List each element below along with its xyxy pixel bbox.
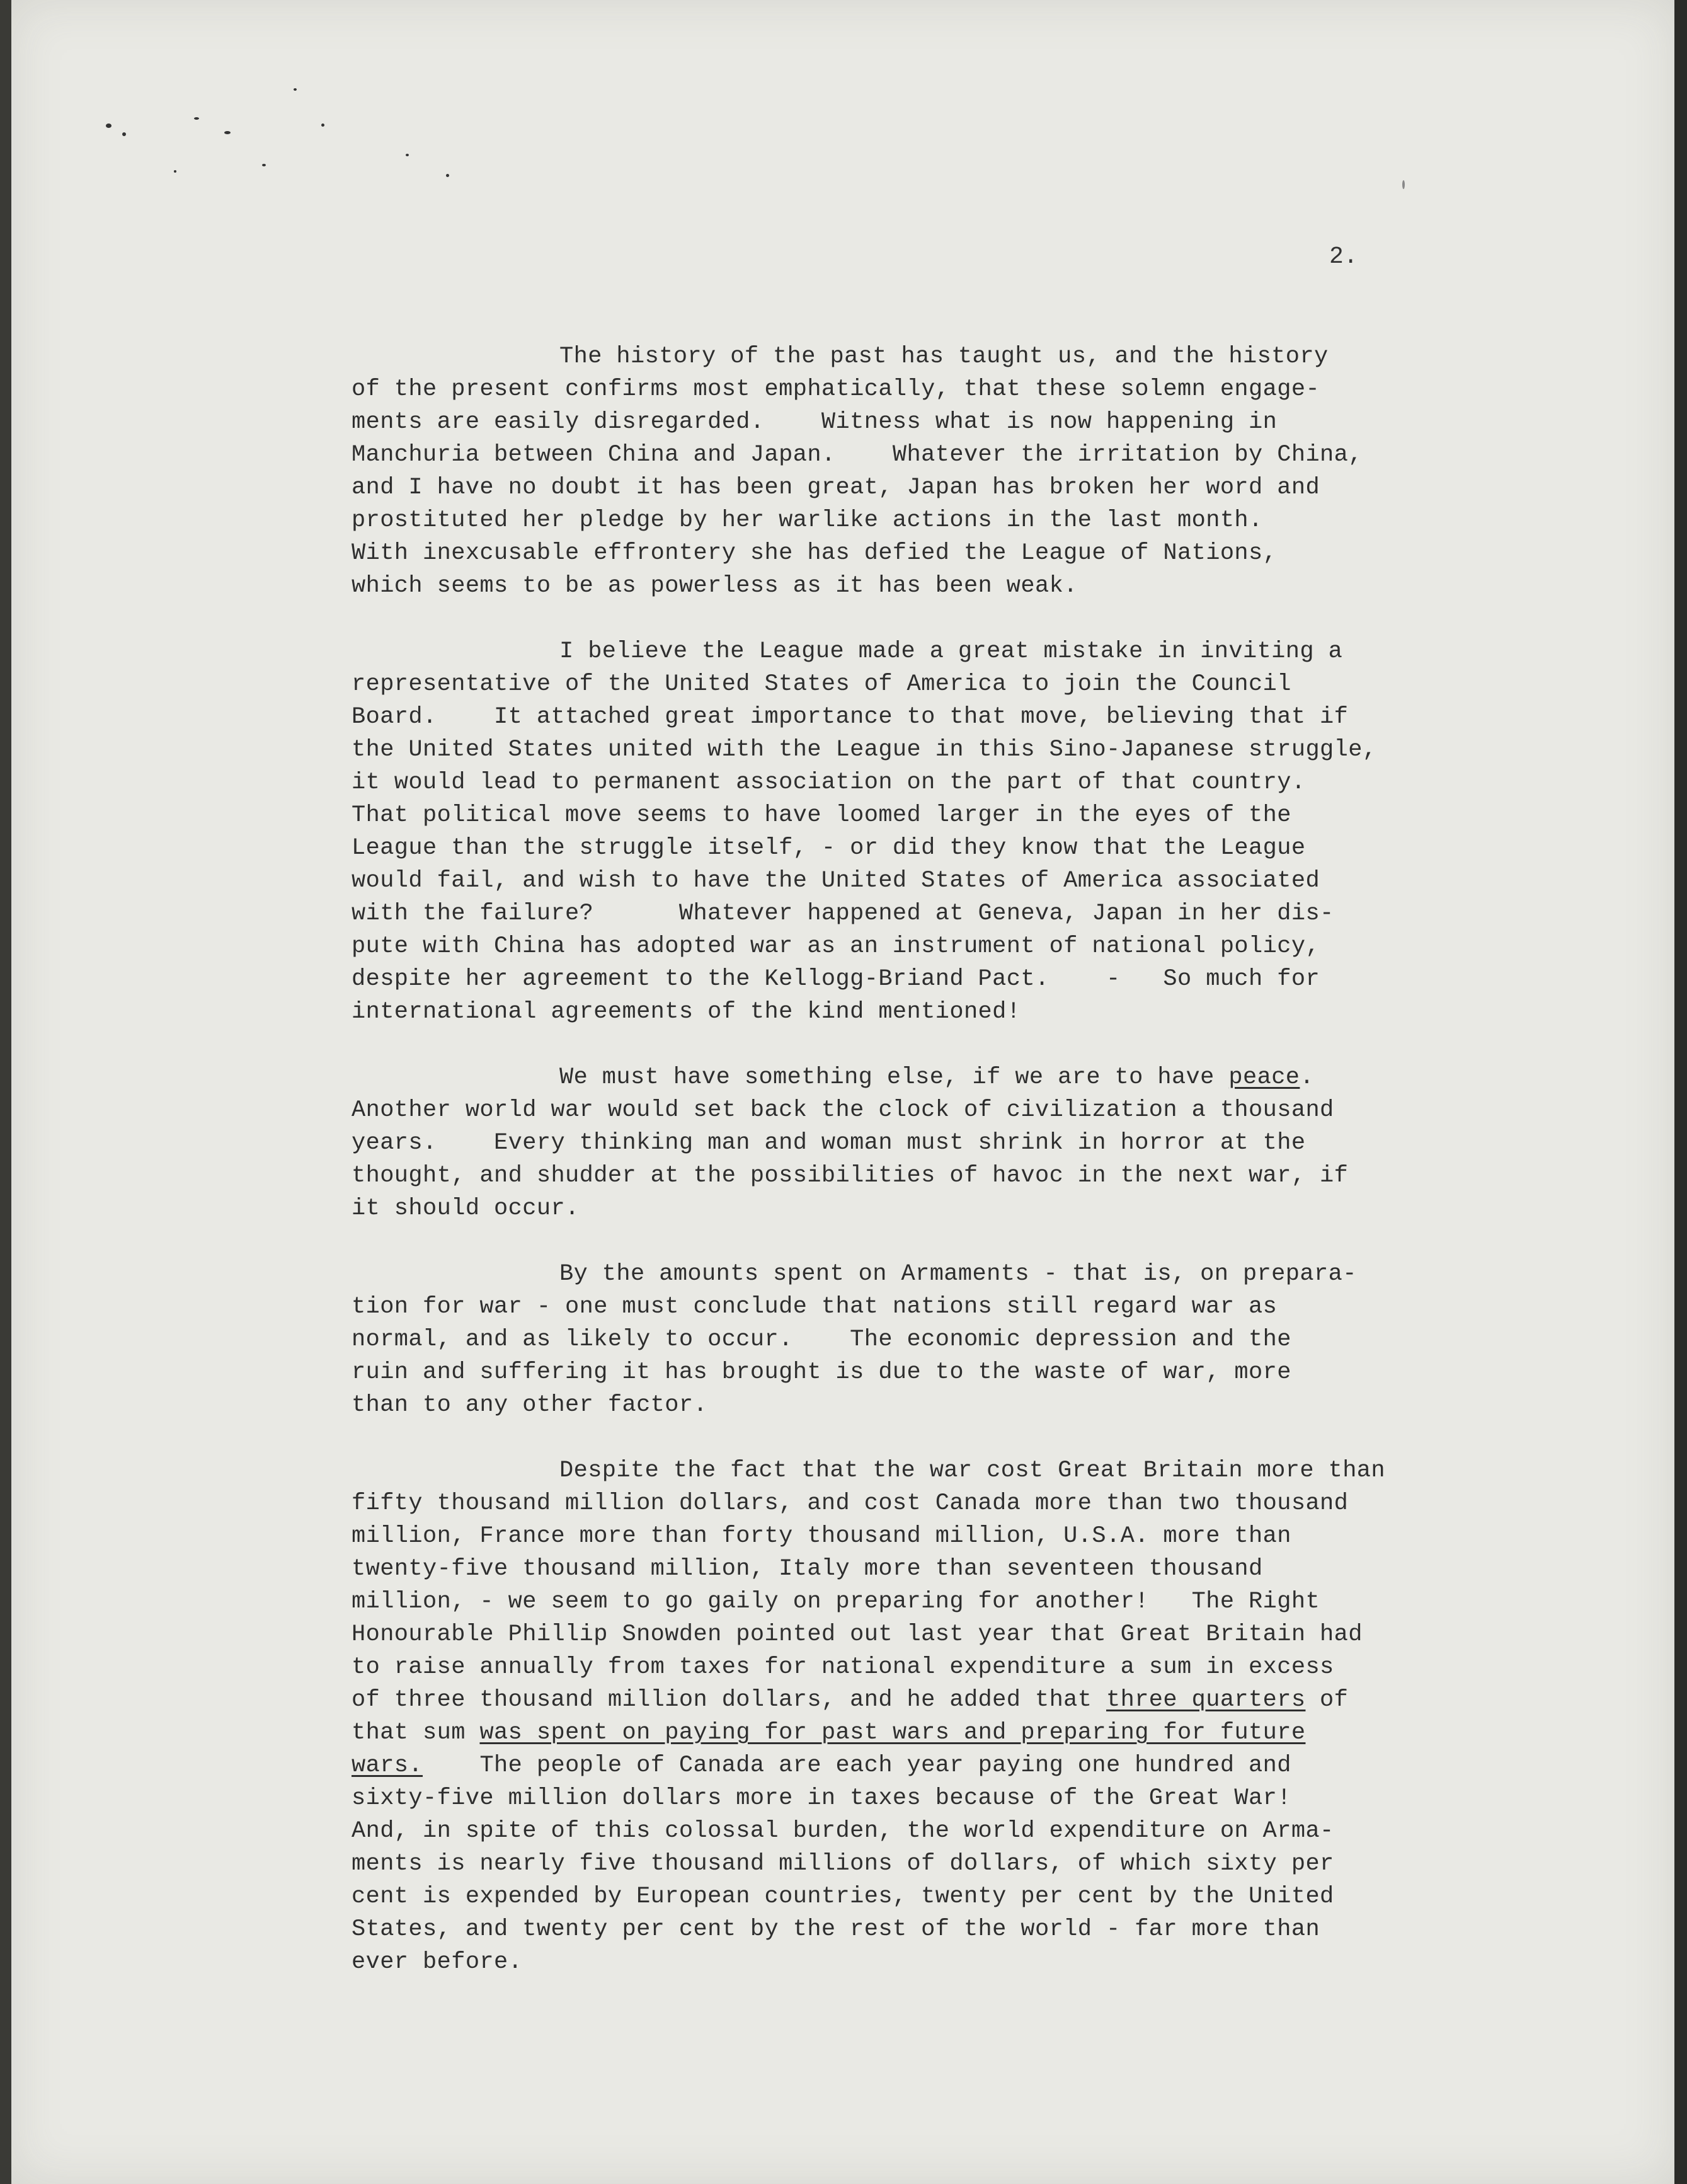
text-line: Honourable Phillip Snowden pointed out last year that Great Britain had (352, 1621, 1363, 1648)
text-line (352, 1684, 1485, 1716)
underlined-phrase: three quarters (1106, 1687, 1306, 1713)
ink-speck (194, 117, 199, 120)
text-line: ments are easily disregarded. Witness what is now happening in (352, 409, 1278, 435)
text-segment: . (1300, 1064, 1315, 1091)
text-line: That political move seems to have loomed larger in the eyes of the (352, 802, 1291, 829)
text-line (352, 1749, 1485, 1782)
text-segment: that sum (352, 1720, 466, 1746)
page-number: 2. (1329, 243, 1358, 270)
text-line: thought, and shudder at the possibilities of havoc in the next war, if (352, 1163, 1349, 1189)
text-line: fifty thousand million dollars, and cost Canada more than two thousand (352, 1490, 1349, 1517)
text-line: million, - we seem to go gaily on preparing for another! The Right (352, 1589, 1320, 1615)
text-line: international agreements of the kind mentioned! (352, 999, 1021, 1025)
document-page (11, 0, 1674, 2184)
text-line: representative of the United States of America to join the Council (352, 671, 1291, 698)
text-line: and I have no doubt it has been great, Japan has broken her word and (352, 474, 1320, 501)
ink-speck (1402, 180, 1405, 189)
ink-speck (262, 164, 266, 166)
text-line: sixty-five million dollars more in taxes because of the Great War! (352, 1785, 1291, 1812)
ink-speck (321, 124, 324, 127)
text-line: Another world war would set back the clock of civilization a thousand (352, 1097, 1334, 1124)
ink-speck (106, 124, 112, 128)
text-line: I believe the League made a great mistake in inviting a (559, 638, 1343, 665)
text-line: years. Every thinking man and woman must shrink in horror at the (352, 1130, 1306, 1156)
text-line: it should occur. (352, 1195, 580, 1222)
text-line: ments is nearly five thousand millions of dollars, of which sixty per (352, 1851, 1334, 1877)
text-line (352, 1061, 1485, 1094)
ink-speck (294, 88, 297, 91)
text-line: twenty-five thousand million, Italy more than seventeen thousand (352, 1556, 1263, 1582)
underlined-phrase: was spent on paying for past wars and preparing for future (479, 1720, 1306, 1746)
paragraph-2 (352, 635, 1485, 1028)
text-line: With inexcusable effrontery she has defied the League of Nations, (352, 540, 1278, 566)
text-segment: of three thousand million dollars, and he added that (352, 1687, 1092, 1713)
text-line: ruin and suffering it has brought is due to the waste of war, more (352, 1359, 1291, 1386)
text-line: the United States united with the League in this Sino-Japanese struggle, (352, 737, 1377, 763)
ink-speck (446, 174, 449, 177)
ink-speck (122, 132, 126, 136)
letter-body (352, 340, 1485, 2011)
text-line: cent is expended by European countries, twenty per cent by the United (352, 1883, 1334, 1910)
page-edge (1674, 0, 1687, 2184)
paragraph-4 (352, 1258, 1485, 1422)
text-line: would fail, and wish to have the United States of America associated (352, 868, 1320, 894)
text-line: Manchuria between China and Japan. Whatever the irritation by China, (352, 442, 1363, 468)
text-line: prostituted her pledge by her warlike actions in the last month. (352, 507, 1263, 534)
underlined-phrase: wars. (352, 1752, 423, 1779)
text-line: Despite the fact that the war cost Great Britain more than (559, 1457, 1386, 1484)
ink-speck (224, 131, 231, 134)
underlined-word: peace (1228, 1064, 1300, 1091)
text-line: million, France more than forty thousand million, U.S.A. more than (352, 1523, 1291, 1549)
text-line: which seems to be as powerless as it has been weak. (352, 573, 1078, 599)
text-segment: We must have something else, if we are to have (559, 1064, 1215, 1091)
text-line (352, 1716, 1485, 1749)
text-line: with the failure? Whatever happened at Geneva, Japan in her dis- (352, 900, 1334, 927)
text-segment: The people of Canada are each year paying one hundred and (423, 1752, 1291, 1779)
text-line: of the present confirms most emphatically, that these solemn engage- (352, 376, 1320, 403)
text-line: despite her agreement to the Kellogg-Briand Pact. - So much for (352, 966, 1320, 992)
paragraph-1 (352, 340, 1485, 602)
ink-speck (174, 170, 176, 173)
text-line: normal, and as likely to occur. The economic depression and the (352, 1326, 1291, 1353)
text-line: pute with China has adopted war as an instrument of national policy, (352, 933, 1320, 960)
text-line: tion for war - one must conclude that nations still regard war as (352, 1294, 1278, 1320)
paragraph-3 (352, 1061, 1485, 1225)
text-line: By the amounts spent on Armaments - that is, on prepara- (559, 1261, 1357, 1287)
text-line: And, in spite of this colossal burden, the world expenditure on Arma- (352, 1818, 1334, 1844)
paragraph-5 (352, 1454, 1485, 1979)
text-line: ever before. (352, 1949, 523, 1975)
text-line: than to any other factor. (352, 1392, 708, 1418)
ink-speck (406, 154, 409, 156)
text-line: it would lead to permanent association on the part of that country. (352, 769, 1306, 796)
text-segment: of (1305, 1687, 1349, 1713)
text-line: League than the struggle itself, - or did they know that the League (352, 835, 1306, 861)
text-line: Board. It attached great importance to that move, believing that if (352, 704, 1349, 730)
text-line: to raise annually from taxes for national expenditure a sum in excess (352, 1654, 1334, 1681)
text-line: The history of the past has taught us, and the history (559, 343, 1329, 370)
text-line: States, and twenty per cent by the rest of the world - far more than (352, 1916, 1320, 1943)
